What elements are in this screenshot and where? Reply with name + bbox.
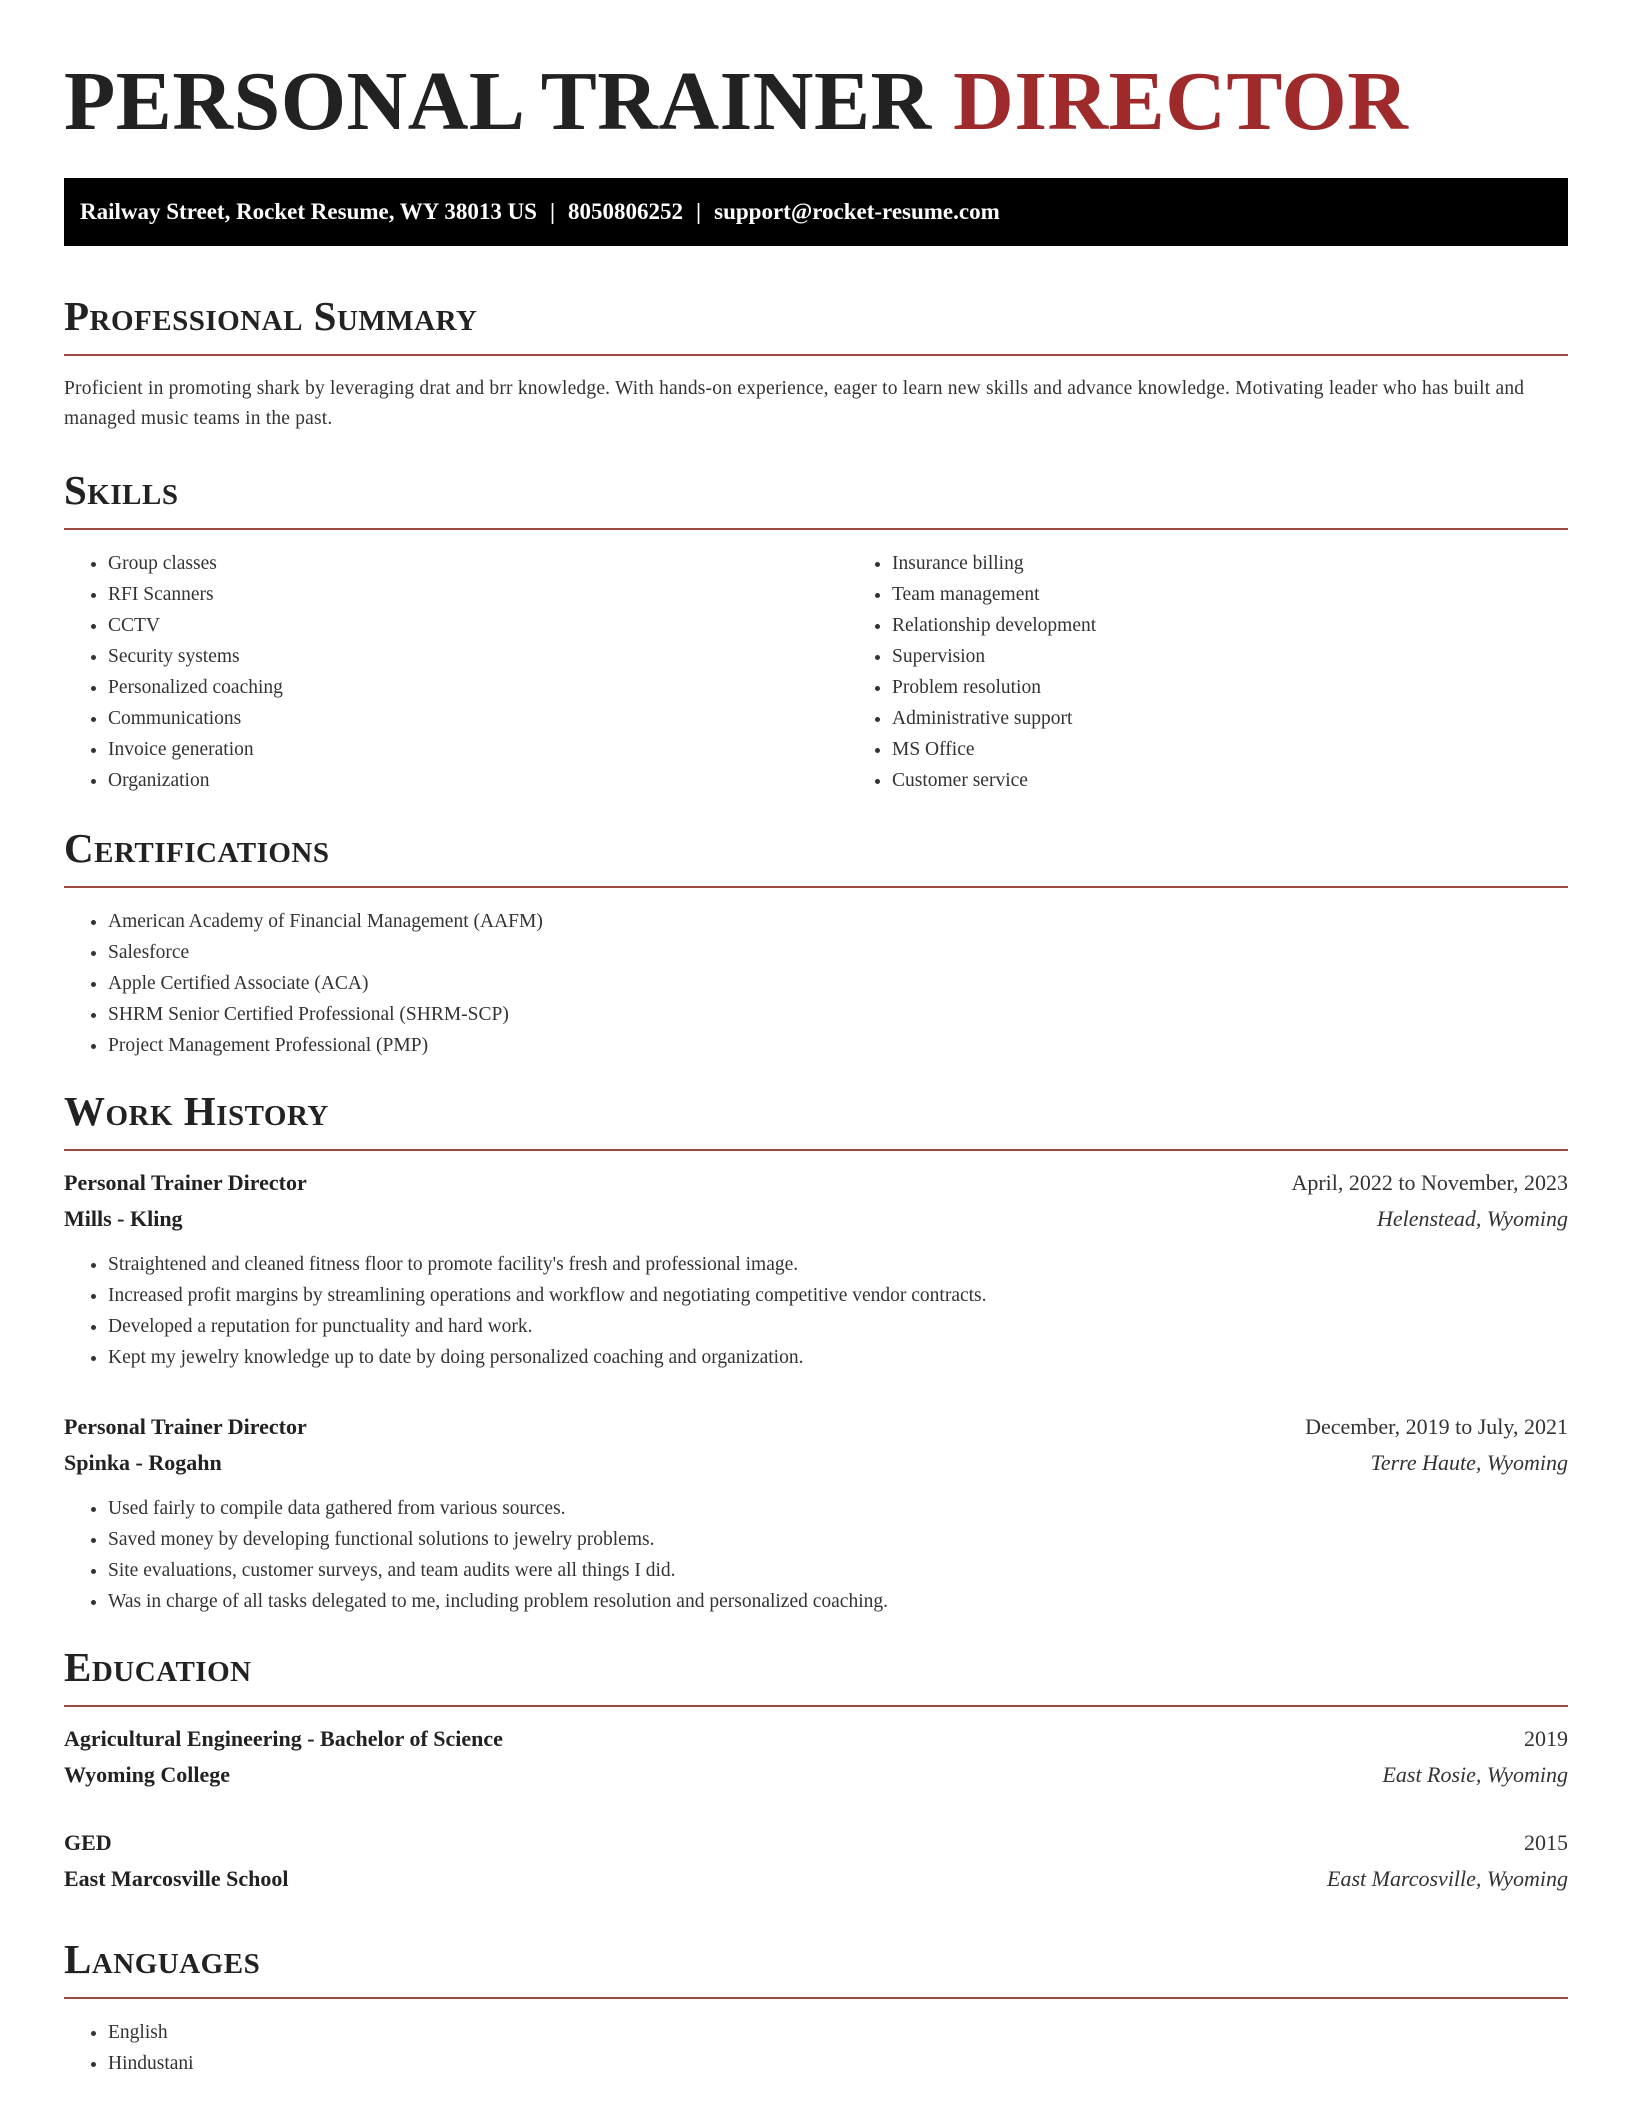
- skill-item: • RFI Scanners: [108, 579, 848, 610]
- section-title-skills: Skills: [64, 467, 179, 513]
- contact-address: Railway Street, Rocket Resume, WY 38013 US: [80, 199, 537, 224]
- education-year: 2015: [1524, 1830, 1568, 1855]
- job-header-row: [64, 1409, 1568, 1445]
- job-header-row: [64, 1165, 1568, 1201]
- job-bullets: [64, 1493, 1568, 1617]
- section-divider: [64, 1997, 1568, 1999]
- job-bullet: • Used fairly to compile data gathered from various sources.: [108, 1493, 1568, 1524]
- skill-item: • Group classes: [108, 548, 848, 579]
- name-primary: PERSONAL TRAINER: [64, 55, 932, 148]
- summary-section: [64, 288, 1568, 434]
- job-location: Terre Haute, Wyoming: [1370, 1450, 1568, 1475]
- education-school-row: [64, 1861, 1568, 1897]
- education-header-row: [64, 1721, 1568, 1757]
- certification-item: • American Academy of Financial Management (AAFM): [108, 906, 1568, 937]
- skill-item: • Customer service: [892, 765, 1568, 796]
- section-title-certifications: Certifications: [64, 825, 330, 871]
- contact-bar: [64, 178, 1568, 246]
- skill-item: • Team management: [892, 579, 1568, 610]
- education-school-row: [64, 1757, 1568, 1793]
- skill-item: • Problem resolution: [892, 672, 1568, 703]
- skills-list-left: [64, 548, 848, 796]
- education-header-row: [64, 1825, 1568, 1861]
- summary-text: Proficient in promoting shark by leveraging drat and brr knowledge. With hands-on experience, eager to learn new skills and advance knowledge. Motivating leader who has built and managed music teams in the past.: [64, 378, 1525, 429]
- job-bullet: • Kept my jewelry knowledge up to date by doing personalized coaching and organization.: [108, 1342, 1568, 1373]
- section-title-work-history: Work History: [64, 1088, 329, 1134]
- job-company: Spinka - Rogahn: [64, 1450, 222, 1475]
- education-school: Wyoming College: [64, 1762, 230, 1787]
- job-bullet: • Site evaluations, customer surveys, and team audits were all things I did.: [108, 1555, 1568, 1586]
- skill-item: • CCTV: [108, 610, 848, 641]
- language-item: • Hindustani: [108, 2048, 1568, 2079]
- section-divider: [64, 1149, 1568, 1151]
- job-company-row: [64, 1201, 1568, 1237]
- education-degree: GED: [64, 1830, 112, 1855]
- language-item: • English: [108, 2017, 1568, 2048]
- section-divider: [64, 354, 1568, 356]
- job-location: Helenstead, Wyoming: [1376, 1206, 1568, 1231]
- job-entry: [64, 1409, 1568, 1617]
- skill-item: • Security systems: [108, 641, 848, 672]
- section-title-summary: Professional Summary: [64, 293, 478, 339]
- education-entry: [64, 1721, 1568, 1793]
- job-dates: April, 2022 to November, 2023: [1291, 1170, 1568, 1195]
- section-divider: [64, 1705, 1568, 1707]
- education-section: [64, 1639, 1568, 1897]
- name-accent: DIRECTOR: [953, 55, 1409, 148]
- contact-email: support@rocket-resume.com: [714, 199, 1000, 224]
- certification-item: • Salesforce: [108, 937, 1568, 968]
- contact-separator: |: [549, 199, 556, 224]
- contact-phone: 8050806252: [568, 199, 684, 224]
- job-bullet: • Was in charge of all tasks delegated to me, including problem resolution and personalized coaching.: [108, 1586, 1568, 1617]
- section-divider: [64, 886, 1568, 888]
- skills-section: [64, 462, 1568, 796]
- education-location: East Marcosville, Wyoming: [1327, 1866, 1568, 1891]
- education-entry: [64, 1825, 1568, 1897]
- section-title-education: Education: [64, 1644, 252, 1690]
- skill-item: • Relationship development: [892, 610, 1568, 641]
- skill-item: • Invoice generation: [108, 734, 848, 765]
- resume-name: [64, 52, 1568, 152]
- certification-item: • Project Management Professional (PMP): [108, 1030, 1568, 1061]
- job-title: Personal Trainer Director: [64, 1414, 307, 1439]
- skill-item: • Administrative support: [892, 703, 1568, 734]
- certifications-list: [64, 906, 1568, 1061]
- job-bullet: • Saved money by developing functional solutions to jewelry problems.: [108, 1524, 1568, 1555]
- skill-item: • MS Office: [892, 734, 1568, 765]
- job-company: Mills - Kling: [64, 1206, 183, 1231]
- languages-section: [64, 1931, 1568, 2079]
- section-title-languages: Languages: [64, 1936, 261, 1982]
- skill-item: • Insurance billing: [892, 548, 1568, 579]
- job-bullets: [64, 1249, 1568, 1373]
- skill-item: • Communications: [108, 703, 848, 734]
- job-bullet: • Straightened and cleaned fitness floor to promote facility's fresh and professional image.: [108, 1249, 1568, 1280]
- certification-item: • Apple Certified Associate (ACA): [108, 968, 1568, 999]
- certification-item: • SHRM Senior Certified Professional (SHRM-SCP): [108, 999, 1568, 1030]
- job-bullet: • Developed a reputation for punctuality and hard work.: [108, 1311, 1568, 1342]
- job-bullet: • Increased profit margins by streamlining operations and workflow and negotiating competitive vendor contracts.: [108, 1280, 1568, 1311]
- job-entry: [64, 1165, 1568, 1373]
- skills-columns: [64, 530, 1568, 796]
- education-location: East Rosie, Wyoming: [1382, 1762, 1568, 1787]
- education-year: 2019: [1524, 1726, 1568, 1751]
- languages-list: [64, 2017, 1568, 2079]
- education-degree: Agricultural Engineering - Bachelor of Science: [64, 1726, 503, 1751]
- education-school: East Marcosville School: [64, 1866, 289, 1891]
- skill-item: • Organization: [108, 765, 848, 796]
- contact-separator: |: [696, 199, 702, 224]
- work-history-section: [64, 1083, 1568, 1617]
- job-title: Personal Trainer Director: [64, 1170, 307, 1195]
- job-dates: December, 2019 to July, 2021: [1305, 1414, 1568, 1439]
- skill-item: • Supervision: [892, 641, 1568, 672]
- skills-list-right: [848, 548, 1568, 796]
- skill-item: • Personalized coaching: [108, 672, 848, 703]
- certifications-section: [64, 820, 1568, 1061]
- job-company-row: [64, 1445, 1568, 1481]
